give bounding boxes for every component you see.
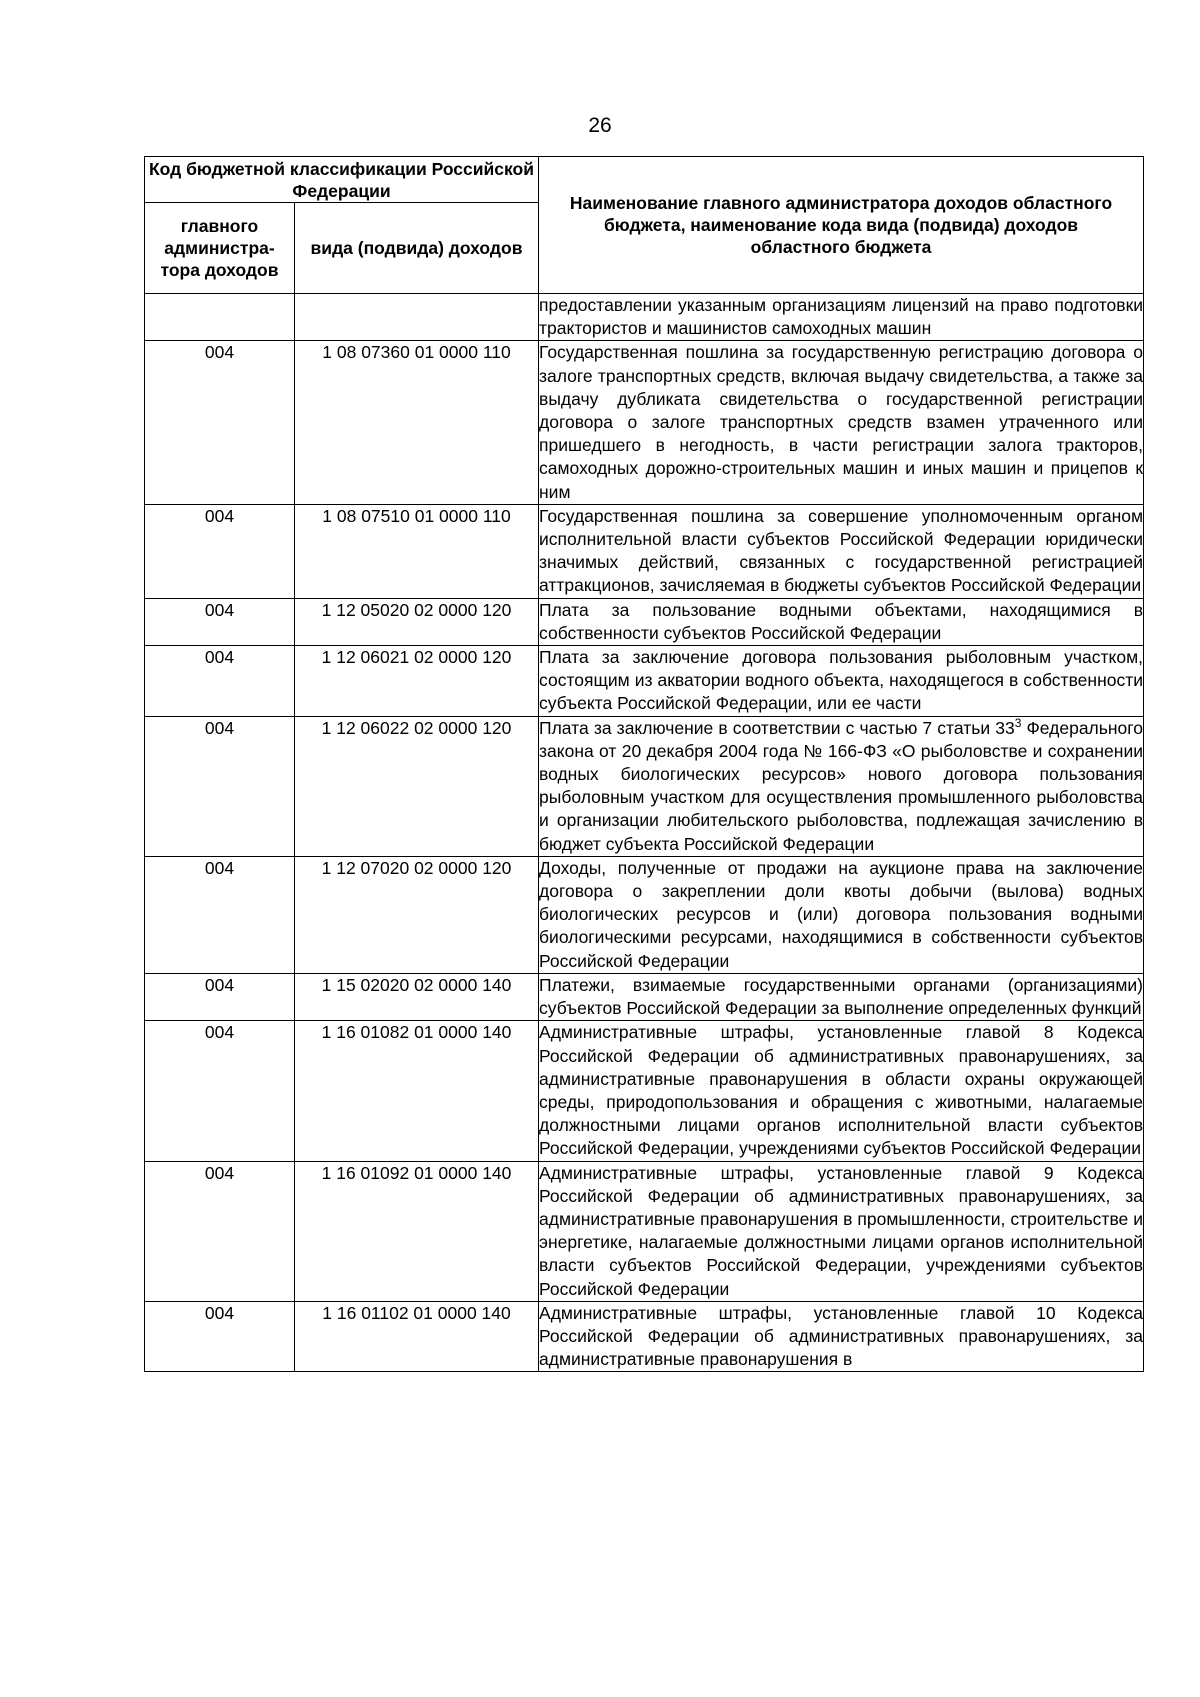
admin-code-cell: 004: [145, 646, 295, 717]
table-row: [145, 973, 1144, 1020]
table-row: [145, 504, 1144, 598]
income-code-cell: 1 16 01082 01 0000 140: [295, 1021, 539, 1161]
description-cell: Административные штрафы, установленные главой 8 Кодекса Российской Федерации об административных правонарушениях, за административные правонарушения в области охраны окружающей среды, природопользования и обращения с животными, налагаемые должностными лицами органов исполнительной власти субъектов Российской Федерации, учреждениями субъектов Российской Федерации: [539, 1021, 1144, 1161]
header-col-admin: главного администра-тора доходов: [145, 203, 295, 294]
article-superscript: 3: [1014, 715, 1022, 730]
description-cell: Административные штрафы, установленные главой 10 Кодекса Российской Федерации об административных правонарушениях, за административные правонарушения в: [539, 1301, 1144, 1372]
income-code-cell: 1 16 01102 01 0000 140: [295, 1301, 539, 1372]
header-col-name: Наименование главного администратора доходов областного бюджета, наименование кода вида (подвида) доходов областного бюджета: [539, 157, 1144, 294]
header-col-type: вида (подвида) доходов: [295, 203, 539, 294]
description-text-part: Федерального закона от 20 декабря 2004 года № 166-ФЗ «О рыболовстве и сохранении водных биологических ресурсов» нового договора пользования рыболовным участком для осуществления промышленного рыболовства и организации любительского рыболовства, подлежащая зачислению в бюджет субъекта Российской Федерации: [539, 717, 1144, 854]
admin-code-cell: 004: [145, 1161, 295, 1301]
description-text-part: Плата за заключение в соответствии с частью 7 статьи 33: [539, 717, 1015, 738]
description-cell: Плата за пользование водными объектами, находящимися в собственности субъектов Российской Федерации: [539, 598, 1144, 645]
description-cell: Плата за заключение договора пользования рыболовным участком, состоящим из акватории водного объекта, находящегося в собственности субъекта Российской Федерации, или ее части: [539, 646, 1144, 717]
table-row: [145, 1021, 1144, 1161]
admin-code-cell: 004: [145, 856, 295, 973]
income-code-cell: 1 12 06022 02 0000 120: [295, 716, 539, 856]
description-cell: Платежи, взимаемые государственными органами (организациями) субъектов Российской Федерации за выполнение определенных функций: [539, 973, 1144, 1020]
table-row: [145, 598, 1144, 645]
description-cell: Государственная пошлина за совершение уполномоченным органом исполнительной власти субъектов Российской Федерации юридически значимых действий, связанных с государственной регистрацией аттракционов, зачисляемая в бюджеты субъектов Российской Федерации: [539, 504, 1144, 598]
income-code-cell: 1 08 07360 01 0000 110: [295, 341, 539, 504]
header-group-title: Код бюджетной классификации Российской Федерации: [145, 157, 539, 203]
income-code-cell: 1 08 07510 01 0000 110: [295, 504, 539, 598]
admin-code-cell: 004: [145, 598, 295, 645]
admin-code-cell: 004: [145, 973, 295, 1020]
description-cell: Доходы, полученные от продажи на аукционе права на заключение договора о закреплении доли квоты добычи (вылова) водных биологических ресурсов и (или) договора пользования водными биологическими ресурсами, находящимися в собственности субъектов Российской Федерации: [539, 856, 1144, 973]
income-code-cell: 1 12 06021 02 0000 120: [295, 646, 539, 717]
budget-classification-table: [144, 156, 1144, 1372]
table-row: [145, 856, 1144, 973]
admin-code-cell: 004: [145, 1021, 295, 1161]
income-code-cell: 1 12 07020 02 0000 120: [295, 856, 539, 973]
table-row: [145, 1161, 1144, 1301]
table-row: [145, 646, 1144, 717]
page-number: 26: [588, 114, 612, 137]
table-row: [145, 716, 1144, 856]
description-cell: [539, 716, 1144, 856]
admin-code-cell: 004: [145, 716, 295, 856]
table-row: [145, 294, 1144, 341]
description-cell: Административные штрафы, установленные главой 9 Кодекса Российской Федерации об административных правонарушениях, за административные правонарушения в промышленности, строительстве и энергетике, налагаемые должностными лицами органов исполнительной власти субъектов Российской Федерации, учреждениями субъектов Российской Федерации: [539, 1161, 1144, 1301]
admin-code-cell: 004: [145, 1301, 295, 1372]
income-code-cell: 1 15 02020 02 0000 140: [295, 973, 539, 1020]
admin-code-cell: 004: [145, 341, 295, 504]
table-row: [145, 1301, 1144, 1372]
income-code-cell: 1 12 05020 02 0000 120: [295, 598, 539, 645]
income-code-cell: 1 16 01092 01 0000 140: [295, 1161, 539, 1301]
description-cell: предоставлении указанным организациям лицензий на право подготовки трактористов и машинистов самоходных машин: [539, 294, 1144, 341]
income-code-cell: [295, 294, 539, 341]
admin-code-cell: 004: [145, 504, 295, 598]
admin-code-cell: [145, 294, 295, 341]
description-cell: Государственная пошлина за государственную регистрацию договора о залоге транспортных средств, включая выдачу свидетельства, а также за выдачу дубликата свидетельства о государственной регистрации договора о залоге транспортных средств взамен утраченного или пришедшего в негодность, в части регистрации залога тракторов, самоходных дорожно-строительных машин и иных машин и прицепов к ним: [539, 341, 1144, 504]
table-row: [145, 341, 1144, 504]
